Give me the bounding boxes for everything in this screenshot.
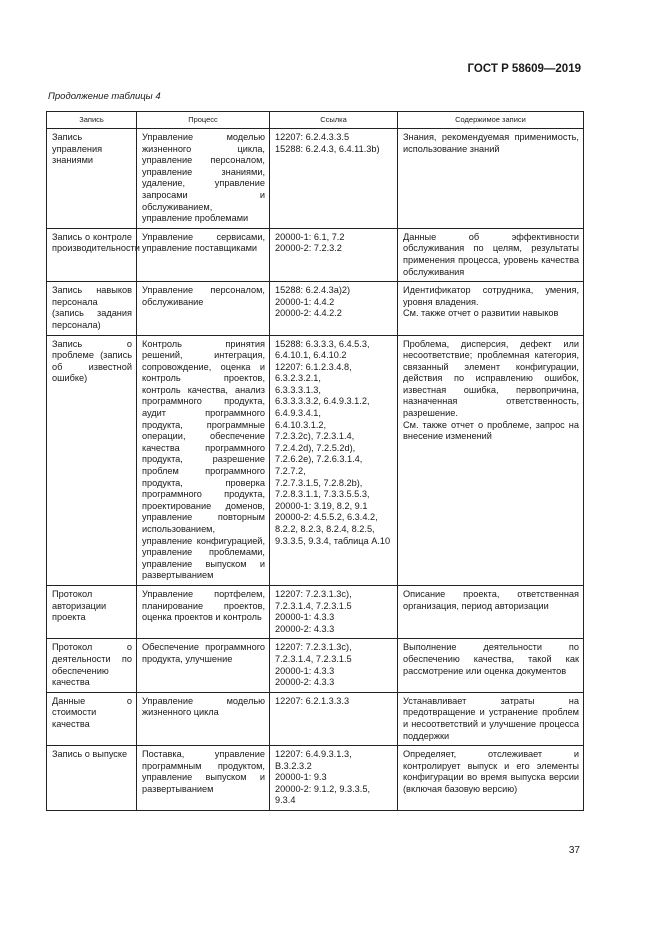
table-header-row [47,112,584,129]
reference-cell: 12207: 6.2.4.3.3.5 15288: 6.2.4.3, 6.4.11.3b) [270,129,398,229]
content-cell: Определяет, отслеживает и контролирует выпуск и его элементы конфигурации во время выпуска версии (включая базовую версию) [398,746,584,811]
record-cell: Запись о контроле производительности [47,228,137,281]
process-cell: Поставка, управление программным продуктом, управление выпуском и развертыванием [137,746,270,811]
records-table [46,111,584,811]
record-cell: Протокол авторизации проекта [47,585,137,638]
content-cell: Выполнение деятельности по обеспечению качества, такой как рассмотрение или оценка документов [398,639,584,692]
table-row [47,228,584,281]
content-cell: Идентификатор сотрудника, умения, уровня владения. См. также отчет о развитии навыков [398,282,584,335]
reference-cell: 12207: 6.4.9.3.1.3, B.3.2.3.2 20000-1: 9.3 20000-2: 9.1.2, 9.3.3.5, 9.3.4 [270,746,398,811]
process-cell: Управление моделью жизненного цикла, управление персоналом, управление знаниями, удаление, управление запросами и обслуживанием, управление проблемами [137,129,270,229]
reference-cell: 12207: 7.2.3.1.3c), 7.2.3.1.4, 7.2.3.1.5 20000-1: 4.3.3 20000-2: 4.3.3 [270,639,398,692]
table-row [47,639,584,692]
column-header-process: Процесс [137,112,270,129]
process-cell: Контроль принятия решений, интеграция, сопровождение, оценка и контроль проектов, контроль качества, анализ программного продукта, аудит программного продукта, программные операции, обеспечение качества программного продукта, разрешение проблем программного продукта, проверка программного продукта, проектирование доменов, управление повторным использованием, управление конфигурацией, управление проблемами, управление выпуском и развертыванием [137,335,270,585]
content-cell: Данные об эффективности обслуживания по целям, результаты применения процесса, уровень качества обслуживания [398,228,584,281]
table-body [47,129,584,811]
record-cell: Протокол о деятельности по обеспечению качества [47,639,137,692]
page-number: 37 [568,845,580,856]
column-header-reference: Ссылка [270,112,398,129]
record-cell: Запись навыков персонала (запись задания персонала) [47,282,137,335]
process-cell: Управление портфелем, планирование проектов, оценка проектов и контроль [137,585,270,638]
reference-cell: 15288: 6.2.4.3a)2) 20000-1: 4.4.2 20000-2: 4.4.2.2 [270,282,398,335]
reference-cell: 12207: 7.2.3.1.3c), 7.2.3.1.4, 7.2.3.1.5 20000-1: 4.3.3 20000-2: 4.3.3 [270,585,398,638]
reference-cell: 12207: 6.2.1.3.3.3 [270,692,398,745]
content-cell: Описание проекта, ответственная организация, период авторизации [398,585,584,638]
process-cell: Управление моделью жизненного цикла [137,692,270,745]
reference-cell: 20000-1: 6.1, 7.2 20000-2: 7.2.3.2 [270,228,398,281]
table-row [47,282,584,335]
record-cell: Запись о выпуске [47,746,137,811]
process-cell: Управление сервисами, управление поставщиками [137,228,270,281]
table-row [47,335,584,585]
content-cell: Устанавливает затраты на предотвращение и устранение проблем и несоответствий и улучшение процесса поддержки [398,692,584,745]
standard-designation: ГОСТ Р 58609—2019 [467,63,581,75]
table-row [47,692,584,745]
record-cell: Запись управления знаниями [47,129,137,229]
record-cell: Запись о проблеме (запись об известной ошибке) [47,335,137,585]
content-cell: Знания, рекомендуемая применимость, использование знаний [398,129,584,229]
column-header-content: Содержимое записи [398,112,584,129]
table-row [47,585,584,638]
column-header-record: Запись [47,112,137,129]
table-row [47,746,584,811]
record-cell: Данные о стоимости качества [47,692,137,745]
process-cell: Обеспечение программного продукта, улучшение [137,639,270,692]
table-row [47,129,584,229]
content-cell: Проблема, дисперсия, дефект или несоответствие; проблемная категория, связанный элемент конфигурации, действия по исправлению ошибок, известная ошибка, первопричина, назначенная ответственность, разрешение. См. также отчет о проблеме, запрос на внесение изменений [398,335,584,585]
process-cell: Управление персоналом, обслуживание [137,282,270,335]
reference-cell: 15288: 6.3.3.3, 6.4.5.3, 6.4.10.1, 6.4.10.2 12207: 6.1.2.3.4.8, 6.3.2.3.2.1, 6.3.3.3.1.3, 6.3.3.3.3.2, 6.4.9.3.1.2, 6.4.9.3.4.1, 6.4.10.3.1.2, 7.2.3.2c), 7.2.3.1.4, 7.2.4.2d), 7.2.5.2d), 7.2.6.2e), 7.2.6.3.1.4, 7.2.7.2, 7.2.7.3.1.5, 7.2.8.2b), 7.2.8.3.1.1, 7.3.3.5.5.3, 20000-1: 3.19, 8.2, 9.1 20000-2: 4.5.5.2, 6.3.4.2, 8.2.2, 8.2.3, 8.2.4, 8.2.5, 9.3.3.5, 9.3.4, таблица A.10 [270,335,398,585]
table-caption: Продолжение таблицы 4 [48,91,161,102]
